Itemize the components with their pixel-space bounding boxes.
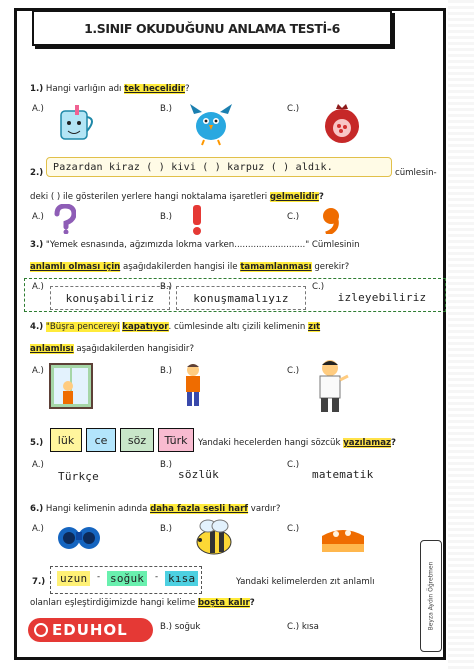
bee-icon [188,518,238,558]
q6-option-a[interactable]: A.) [32,524,44,534]
q5-syllable-4: Türk [158,428,194,452]
q4-line1-end: . cümlesinde altı çizili kelimenin [168,322,306,332]
q3-line1-text: "Yemek esnasında, ağzımızda lokma varken.........................." Cümlesinin [45,240,360,250]
q7-number: 7.) [32,577,46,587]
q5-answer-b[interactable]: sözlük [178,468,219,481]
title-text: 1.SINIF OKUDUĞUNU ANLAMA TESTİ-6 [84,20,340,36]
question-1 [30,84,190,94]
q3-option-a[interactable]: A.) [32,282,44,292]
q4-number: 4.) [30,322,44,332]
q7-option-c[interactable]: C.) kısa [287,622,319,632]
q2-option-b[interactable]: B.) [160,212,172,222]
q7-word-box [50,566,202,594]
q5-number: 5.) [30,438,44,448]
q3-end: gerekir? [314,262,350,272]
q5-answer-c[interactable]: matematik [312,468,374,481]
q7-option-b[interactable]: B.) soğuk [160,622,201,632]
q5-syllable-3: söz [120,428,154,452]
q2-highlight: gelmelidir [269,192,319,202]
q5-text-content: Yandaki hecelerden hangi sözcük [198,438,341,448]
q6-text: Hangi kelimenin adında [45,504,148,514]
q1-end: ? [184,84,190,94]
q6-highlight: daha fazla sesli harf [150,504,249,514]
q7-highlight: boşta kalır [198,598,250,608]
page-title [32,10,392,46]
q4-highlight-zit: zıt [308,322,321,332]
q3-line-1 [30,240,360,250]
q5-option-c[interactable]: C.) [287,460,300,470]
q2-option-c[interactable]: C.) [287,212,300,222]
q4-option-b[interactable]: B.) [160,366,172,376]
author-text: Beyza Aydın Öğretmen [427,561,435,631]
q6-line [30,504,280,514]
q2-line-2 [30,192,324,202]
q3-mid: aşağıdakilerden hangisi ile [123,262,238,272]
q6-option-c[interactable]: C.) [287,524,300,534]
window-icon [48,362,94,410]
q1-highlight: tek hecelidir [124,84,185,94]
eduhol-logo [28,618,153,642]
q5-text [198,438,396,448]
q6-end: vardır? [250,504,281,514]
q4-highlight-word: kapatıyor [122,322,169,332]
q1-option-c[interactable]: C.) [287,104,300,114]
q2-number: 2.) [30,168,44,178]
cake-icon [318,522,368,558]
q2-sentence: Pazardan kiraz ( ) kivi ( ) karpuz ( ) aldık. [53,161,333,173]
q4-quote: "Büşra pencereyi [45,322,120,332]
q3-option-c[interactable]: C.) [312,282,325,292]
q2-end: ? [318,192,324,202]
q3-option-b[interactable]: B.) [160,282,172,292]
q7-word-2: soğuk [107,571,147,586]
cup-icon [55,105,99,145]
q5-option-b[interactable]: B.) [160,460,172,470]
q1-text: Hangi varlığın adı [45,84,122,94]
q1-number: 1.) [30,84,44,94]
q7-text: Yandaki kelimelerden zıt anlamlı [236,577,375,587]
binoculars-icon [56,520,102,554]
q3-answer-c[interactable]: izleyebiliriz [337,290,427,304]
q7-word-1: uzun [57,571,90,586]
question-mark-icon [50,204,76,234]
q6-number: 6.) [30,504,44,514]
q3-number: 3.) [30,240,44,250]
q1-option-b[interactable]: B.) [160,104,172,114]
exclamation-mark-icon [190,204,204,236]
q2-option-a[interactable]: A.) [32,212,44,222]
q2-sentence-box [46,157,392,177]
q7-line2-text: olanları eşleştirdiğimizde hangi kelime [30,598,196,608]
q7-separator-2: - [155,572,159,582]
q4-option-a[interactable]: A.) [32,366,44,376]
pomegranate-icon [320,102,364,144]
q3-answer-a[interactable]: konuşabiliriz [50,286,170,310]
q7-line-2 [30,598,255,608]
comma-icon [318,206,344,234]
q5-syllable-1: lük [50,428,82,452]
bird-icon [188,100,234,146]
q3-highlight-1: anlamlı olması için [30,262,121,272]
logo-circle-icon [34,623,48,637]
q4-highlight-anlamlisi: anlamlısı [30,344,74,354]
q7-separator-1: - [97,572,101,582]
q4-line-2 [30,344,194,354]
logo-text: EDUHOL [52,621,128,639]
q2-line2-text: deki ( ) ile gösterilen yerlere hangi noktalama işaretleri [30,192,268,202]
q5-answer-a[interactable]: Türkçe [58,470,99,483]
q5-option-a[interactable]: A.) [32,460,44,470]
man-pointing-icon [310,358,350,414]
q6-option-b[interactable]: B.) [160,524,172,534]
q4-option-c[interactable]: C.) [287,366,300,376]
q4-line-1 [30,322,320,332]
q3-highlight-2: tamamlanması [240,262,312,272]
q1-option-a[interactable]: A.) [32,104,44,114]
page-edge-strip [448,0,474,669]
q5-syllable-2: ce [86,428,116,452]
q7-word-3: kısa [165,571,198,586]
q4-line2-end: aşağıdakilerden hangisidir? [76,344,195,354]
q7-end: ? [249,598,255,608]
author-signature-tag [420,540,442,652]
q3-answer-b[interactable]: konuşmamalıyız [176,286,306,310]
q2-after-box: cümlesin- [395,168,437,178]
q5-end: ? [391,438,397,448]
boy-standing-icon [178,362,208,410]
q5-highlight: yazılamaz [343,438,392,448]
q5-syllable-row [50,428,194,452]
q3-line-2 [30,262,349,272]
